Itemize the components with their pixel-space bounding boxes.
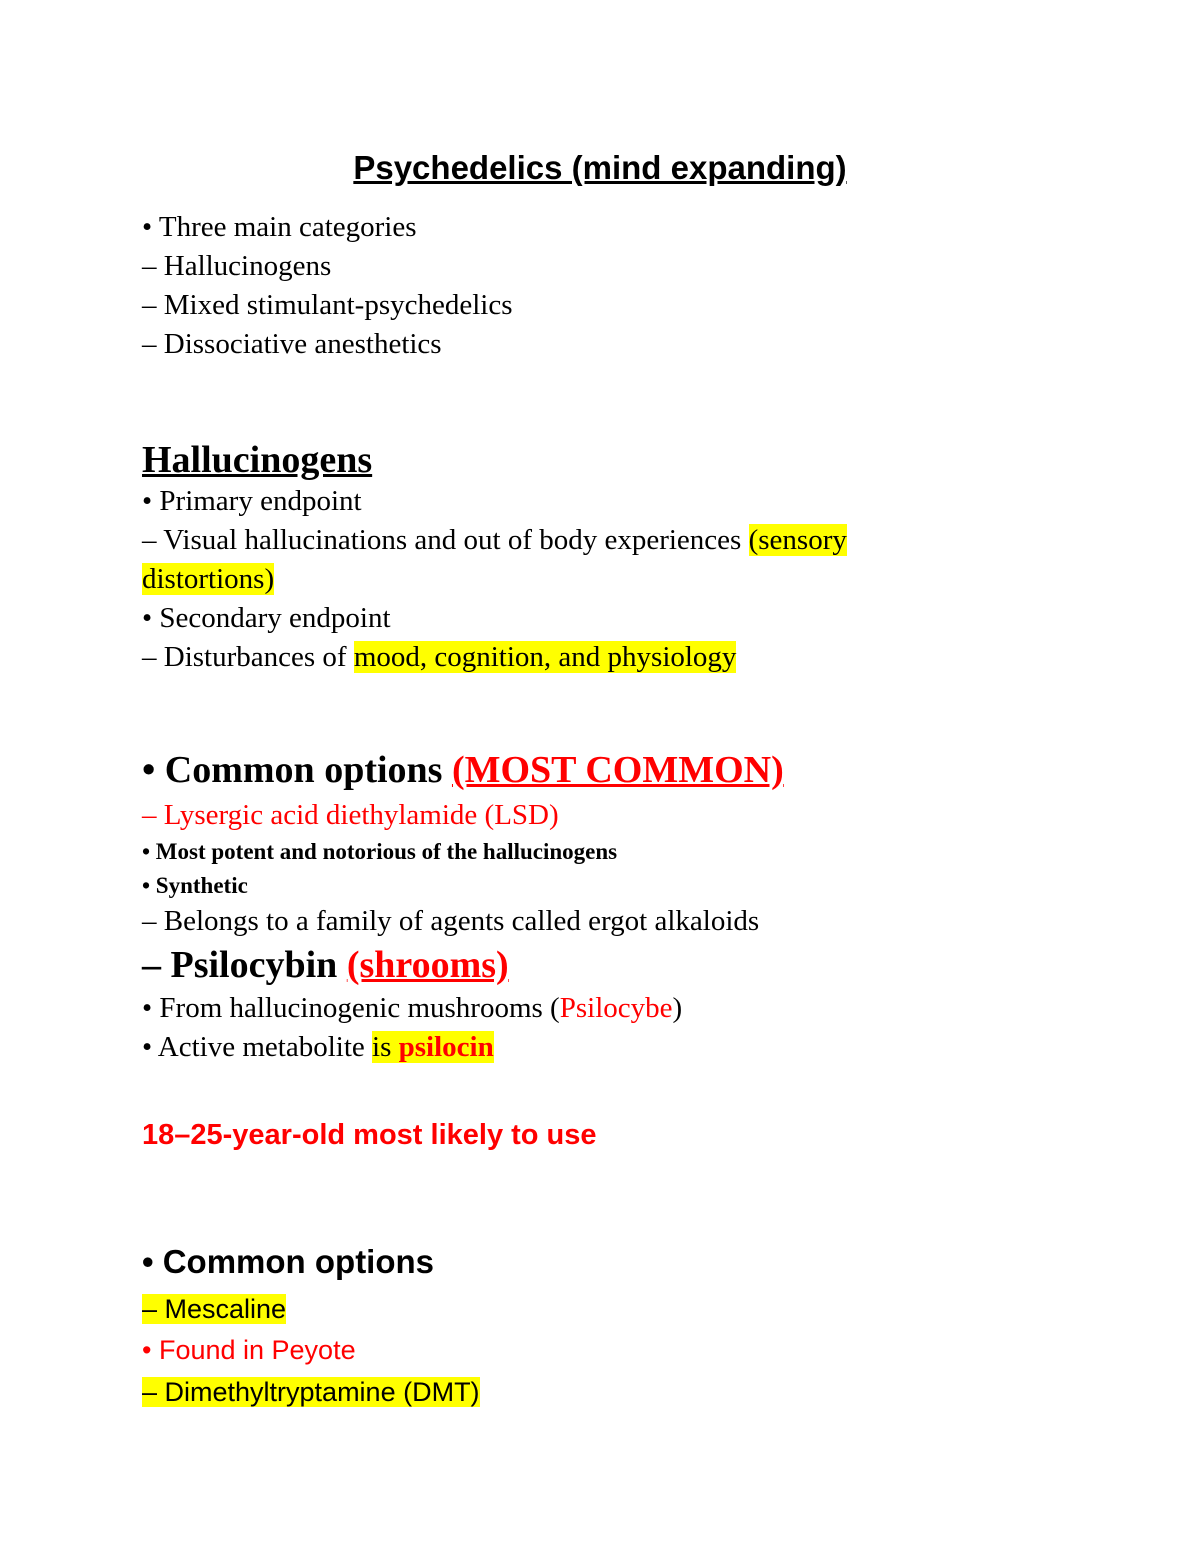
psilocybin-label: – Psilocybin — [142, 944, 347, 986]
most-common-flag: (MOST COMMON) — [451, 749, 784, 791]
primary-endpoint-detail — [142, 522, 847, 558]
lsd-note-potent: • Most potent and notorious of the hallucinogens — [142, 839, 618, 864]
shrooms-flag: (shrooms) — [346, 944, 509, 986]
psilocybin-heading — [142, 941, 509, 989]
common-options-label: • Common options — [142, 749, 452, 791]
primary-endpoint-detail-cont — [142, 561, 274, 597]
psilocybin-source — [142, 990, 682, 1026]
secondary-detail-text: – Disturbances of — [142, 641, 354, 673]
psilocybin-source-prefix: • From hallucinogenic mushrooms ( — [142, 992, 560, 1024]
dmt-item — [142, 1373, 480, 1411]
secondary-endpoint-detail — [142, 639, 736, 675]
mescaline-highlight: – Mescaline — [142, 1294, 287, 1324]
primary-highlight-cont: distortions) — [142, 563, 275, 595]
intro-item-hallucinogens: – Hallucinogens — [142, 250, 332, 282]
common-options-heading-2: • Common options — [142, 1243, 435, 1280]
metabolite-highlight — [372, 1031, 494, 1063]
primary-endpoint: • Primary endpoint — [142, 485, 362, 517]
document-title: Psychedelics (mind expanding) — [353, 149, 847, 186]
lsd-note-synthetic: • Synthetic — [142, 873, 248, 898]
mescaline-note: • Found in Peyote — [142, 1335, 356, 1365]
psilocin-name: psilocin — [398, 1031, 494, 1063]
secondary-highlight: mood, cognition, and physiology — [353, 641, 737, 673]
lsd-note-ergot: – Belongs to a family of agents called ergot alkaloids — [142, 905, 760, 937]
mescaline-item — [142, 1290, 286, 1328]
secondary-endpoint: • Secondary endpoint — [142, 602, 391, 634]
intro-bullet: • Three main categories — [142, 211, 417, 243]
primary-highlight: (sensory — [748, 524, 847, 556]
dmt-highlight: – Dimethyltryptamine (DMT) — [142, 1377, 480, 1407]
metabolite-is: is — [372, 1031, 399, 1063]
common-options-heading — [142, 746, 784, 794]
psilocybin-source-suffix: ) — [672, 992, 683, 1024]
active-metabolite — [142, 1029, 494, 1065]
psilocybe-name: Psilocybe — [559, 992, 673, 1024]
hallucinogens-heading: Hallucinogens — [142, 439, 373, 481]
intro-item-dissociative: – Dissociative anesthetics — [142, 328, 442, 360]
intro-item-mixed: – Mixed stimulant-psychedelics — [142, 289, 513, 321]
primary-detail-text: – Visual hallucinations and out of body experiences — [142, 524, 749, 556]
lsd-item: – Lysergic acid diethylamide (LSD) — [142, 799, 559, 831]
age-note: 18–25-year-old most likely to use — [142, 1119, 597, 1151]
metabolite-prefix: • Active metabolite — [142, 1031, 373, 1063]
